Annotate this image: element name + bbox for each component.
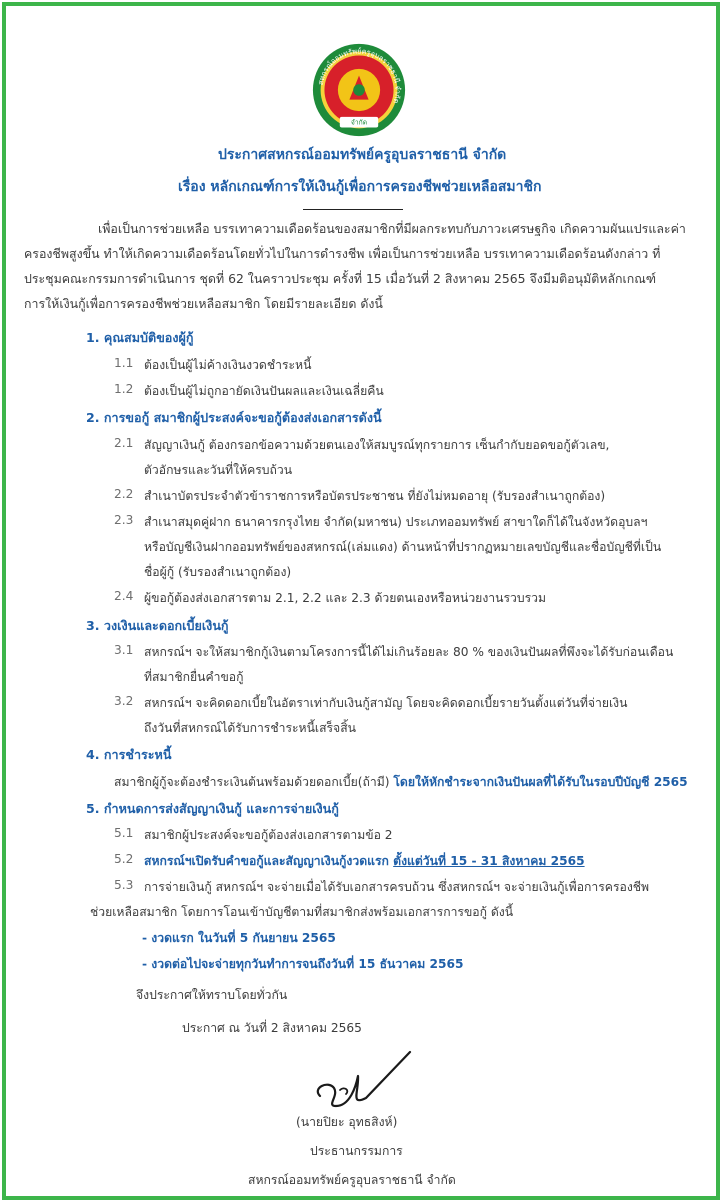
- item-5-3-line-1: การจ่ายเงินกู้ สหกรณ์ฯ จะจ่ายเมื่อได้รับเอกสารครบถ้วน ซึ่งสหกรณ์ฯ จะจ่ายเงินกู้เพื่อการครองชีพ: [144, 880, 650, 894]
- signatory-position: ประธานกรรมการ: [310, 1144, 403, 1158]
- item-5-2-text: [144, 852, 585, 871]
- item-2-3-line-3: ชื่อผู้กู้ (รับรองสำเนาถูกต้อง): [144, 565, 292, 579]
- item-5-1-text: สมาชิกผู้ประสงค์จะขอกู้ต้องส่งเอกสารตามข้อ 2: [144, 828, 393, 842]
- item-1-2-text: ต้องเป็นผู้ไม่ถูกอายัดเงินปันผลและเงินเฉลี่ยคืน: [144, 384, 384, 398]
- intro-line-4: การให้เงินกู้เพื่อการครองชีพช่วยเหลือสมาชิก โดยมีรายละเอียด ดังนี้: [24, 296, 383, 311]
- item-2-1-number: 2.1: [114, 436, 134, 450]
- item-2-2-text: สำเนาบัตรประจำตัวข้าราชการหรือบัตรประชาชน ที่ยังไม่หมดอายุ (รับรองสำเนาถูกต้อง): [144, 489, 606, 503]
- item-2-4-number: 2.4: [114, 589, 134, 603]
- intro-line-3: ประชุมคณะกรรมการดำเนินการ ชุดที่ 62 ในคราวประชุม ครั้งที่ 15 เมื่อวันที่ 2 สิงหาคม 2565 จึงมีมติอนุมัติหลักเกณฑ์: [24, 271, 657, 286]
- repayment-text-plain: สมาชิกผู้กู้จะต้องชำระเงินต้นพร้อมด้วยดอกเบี้ย(ถ้ามี): [114, 775, 394, 789]
- announcement-title: ประกาศสหกรณ์ออมทรัพย์ครูอุบลราชธานี จำกัด: [218, 147, 507, 163]
- payment-round-1: - งวดแรก ในวันที่ 5 กันยายน 2565: [142, 931, 336, 945]
- item-5-3-line-2: ช่วยเหลือสมาชิก โดยการโอนเข้าบัญชีตามที่สมาชิกส่งพร้อมเอกสารการขอกู้ ดังนี้: [90, 905, 514, 919]
- logo-ring-text: สหกรณ์ออมทรัพย์ครูอุบลราชธานี จำกัด: [315, 46, 403, 105]
- item-5-2-date-range: ตั้งแต่วันที่ 15 - 31 สิงหาคม 2565: [393, 854, 585, 868]
- coop-logo: [311, 42, 407, 138]
- item-5-3-number: 5.3: [114, 878, 134, 892]
- section-1-title: 1. คุณสมบัติของผู้กู้: [86, 330, 194, 345]
- item-3-2-line-1: สหกรณ์ฯ จะคิดดอกเบี้ยในอัตราเท่ากับเงินกู้สามัญ โดยจะคิดดอกเบี้ยรายวันตั้งแต่วันที่จ่ายเงิน: [144, 696, 628, 710]
- document-page: [2, 2, 720, 1200]
- section-5-title: 5. กำหนดการส่งสัญญาเงินกู้ และการจ่ายเงินกู้: [86, 801, 339, 816]
- announcement-subject: เรื่อง หลักเกณฑ์การให้เงินกู้เพื่อการครองชีพช่วยเหลือสมาชิก: [178, 179, 542, 195]
- announcement-date: ประกาศ ณ วันที่ 2 สิงหาคม 2565: [182, 1021, 362, 1035]
- repayment-text: [114, 773, 688, 792]
- item-2-3-line-1: สำเนาสมุดคู่ฝาก ธนาคารกรุงไทย จำกัด(มหาชน) ประเภทออมทรัพย์ สาขาใดก็ได้ในจังหวัดอุบลฯ: [144, 515, 648, 529]
- item-2-1-line-1: สัญญาเงินกู้ ต้องกรอกข้อความด้วยตนเองให้สมบูรณ์ทุกรายการ เซ็นกำกับยอดขอกู้ตัวเลข,: [144, 438, 610, 452]
- item-2-2-number: 2.2: [114, 487, 134, 501]
- item-3-2-line-2: ถึงวันที่สหกรณ์ได้รับการชำระหนี้เสร็จสิ้น: [144, 721, 356, 735]
- intro-line-2: ครองชีพสูงขึ้น ทำให้เกิดความเดือดร้อนโดยทั่วไปในการดำรงชีพ เพื่อเป็นการช่วยเหลือ บรรเทาความเดือดร้อนดังกล่าว ที่: [24, 246, 661, 261]
- closing-notice: จึงประกาศให้ทราบโดยทั่วกัน: [136, 988, 288, 1002]
- signatory-name: (นายปิยะ อุทธสิงห์): [296, 1115, 398, 1129]
- item-2-3-number: 2.3: [114, 513, 134, 527]
- item-5-1-number: 5.1: [114, 826, 134, 840]
- intro-line-1: เพื่อเป็นการช่วยเหลือ บรรเทาความเดือดร้อนของสมาชิกที่มีผลกระทบกับภาวะเศรษฐกิจ เกิดความผันแปรและค่า: [98, 221, 686, 236]
- section-3-title: 3. วงเงินและดอกเบี้ยเงินกู้: [86, 618, 229, 633]
- logo-ribbon-text: จำกัด: [350, 118, 368, 127]
- item-1-1-number: 1.1: [114, 356, 134, 370]
- item-3-1-line-2: ที่สมาชิกยื่นคำขอกู้: [144, 670, 244, 684]
- repayment-text-emphasis: โดยให้หักชำระจากเงินปันผลที่ได้รับในรอบปีบัญชี 2565: [393, 775, 688, 789]
- signatory-organization: สหกรณ์ออมทรัพย์ครูอุบลราชธานี จำกัด: [248, 1173, 456, 1187]
- item-2-4-text: ผู้ขอกู้ต้องส่งเอกสารตาม 2.1, 2.2 และ 2.3 ด้วยตนเองหรือหน่วยงานรวบรวม: [144, 591, 546, 605]
- handwritten-signature: [306, 1046, 416, 1116]
- item-2-3-line-2: หรือบัญชีเงินฝากออมทรัพย์ของสหกรณ์(เล่มแดง) ด้านหน้าที่ปรากฏหมายเลขบัญชีและชื่อบัญชีที่เป็น: [144, 540, 662, 554]
- item-5-2-text-plain: สหกรณ์ฯเปิดรับคำขอกู้และสัญญาเงินกู้งวดแรก: [144, 854, 394, 868]
- item-2-1-line-2: ตัวอักษรและวันที่ให้ครบถ้วน: [144, 463, 293, 477]
- item-1-2-number: 1.2: [114, 382, 134, 396]
- item-3-1-number: 3.1: [114, 643, 134, 657]
- section-4-title: 4. การชำระหนี้: [86, 747, 172, 762]
- item-3-1-line-1: สหกรณ์ฯ จะให้สมาชิกกู้เงินตามโครงการนี้ได้ไม่เกินร้อยละ 80 % ของเงินปันผลที่พึงจะได้รับก่อนเดือน: [144, 645, 674, 659]
- payment-round-2: - งวดต่อไปจะจ่ายทุกวันทำการจนถึงวันที่ 15 ธันวาคม 2565: [142, 957, 464, 971]
- item-5-2-number: 5.2: [114, 852, 134, 866]
- item-3-2-number: 3.2: [114, 694, 134, 708]
- section-2-title: 2. การขอกู้ สมาชิกผู้ประสงค์จะขอกู้ต้องส่งเอกสารดังนี้: [86, 410, 382, 425]
- title-divider: [303, 209, 403, 210]
- item-1-1-text: ต้องเป็นผู้ไม่ค้างเงินงวดชำระหนี้: [144, 358, 312, 372]
